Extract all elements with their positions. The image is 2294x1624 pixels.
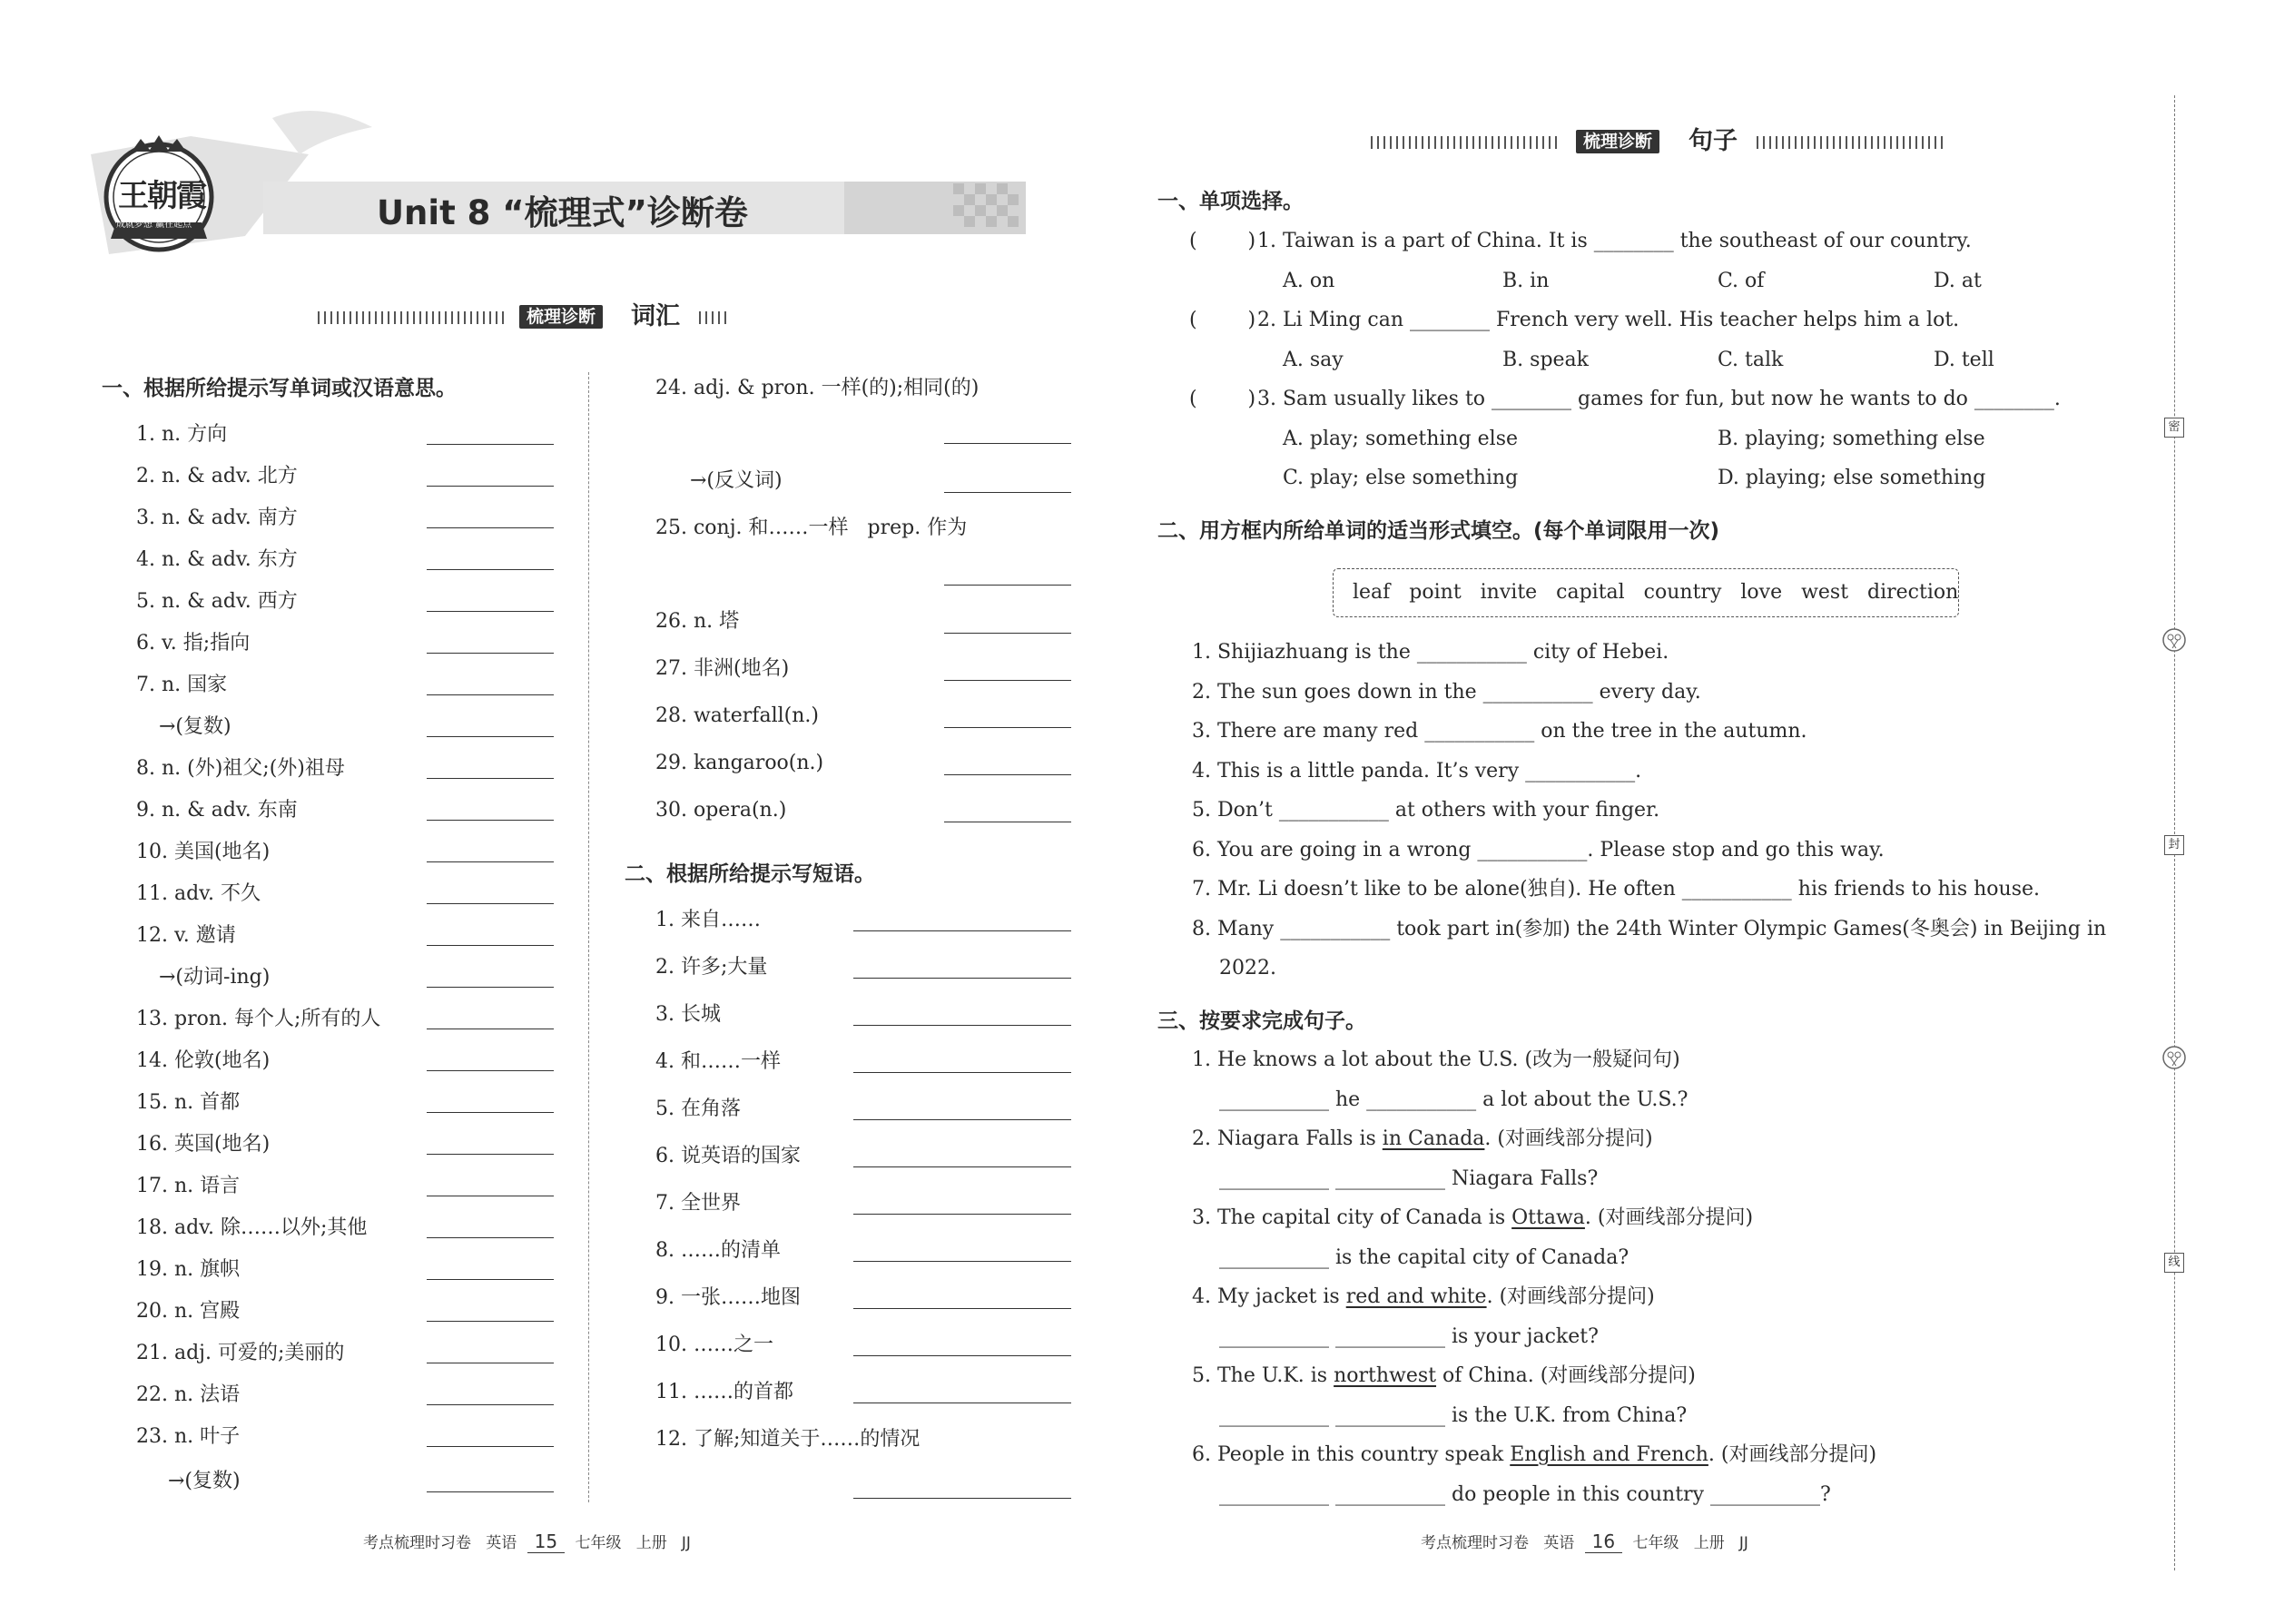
list-item: 16. 英国(地名) [136,1133,271,1156]
list-item: 30. opera(n.) [655,799,787,822]
answer-blank[interactable] [427,444,554,445]
answer-bracket[interactable]: ( ) [1189,309,1256,331]
answer-line[interactable]: ___________ ___________ Niagara Falls? [1219,1167,1599,1190]
answer-blank[interactable] [427,820,554,821]
list-item: 4. 和……一样 [655,1050,781,1073]
list-item: 1. 来自…… [655,909,761,931]
answer-blank[interactable] [427,1404,554,1405]
answer-blank[interactable] [427,1070,554,1071]
scissors-icon [2161,1044,2188,1071]
list-item: 9. n. & adv. 东南 [136,799,298,822]
stem-text: . (对画线部分提问) [1708,1443,1877,1466]
list-item: 23. n. 叶子 [136,1425,241,1448]
phrases-heading: 二、根据所给提示写短语。 [625,862,875,886]
answer-blank[interactable] [427,945,554,946]
list-item: 25. conj. 和……一样 prep. 作为 [655,517,968,539]
list-item: →(动词-ing) [159,966,271,989]
list-item: 4. This is a little panda. It’s very ___________. [1192,760,1642,782]
underlined-text: English and French [1510,1443,1708,1466]
stem-text: 2. Niagara Falls is [1192,1127,1383,1150]
answer-blank[interactable] [427,527,554,528]
list-item: 2. The sun goes down in the ___________ every day. [1192,681,1701,704]
list-item: 17. n. 语言 [136,1175,241,1197]
answer-blank[interactable] [427,736,554,737]
question-stem [1192,1206,1753,1231]
list-item: 6. 说英语的国家 [655,1145,801,1167]
list-item: 18. adv. 除……以外;其他 [136,1216,368,1239]
transform-heading: 三、按要求完成句子。 [1157,1009,1366,1033]
option[interactable]: D. at [1934,270,1982,292]
answer-blank[interactable] [427,1237,554,1238]
list-item: 19. n. 旗帜 [136,1258,241,1281]
footer-text: 考点梳理时习卷 英语 [363,1534,517,1552]
answer-blank[interactable] [853,1308,1071,1309]
footer-text: 七年级 上册 JJ [575,1534,691,1552]
list-item: 20. n. 宫殿 [136,1300,241,1323]
option[interactable]: D. tell [1934,349,1994,371]
answer-blank[interactable] [853,1166,1071,1167]
list-item: 13. pron. 每个人;所有的人 [136,1008,381,1030]
answer-blank[interactable] [944,774,1071,775]
list-item: 24. adj. & pron. 一样(的);相同(的) [655,377,980,399]
header-ribbon [82,100,1080,263]
stem-text: . (对画线部分提问) [1484,1127,1653,1150]
stem-text: 6. People in this country speak [1192,1443,1511,1466]
answer-blank[interactable] [427,1112,554,1113]
list-item: 14. 伦敦(地名) [136,1049,271,1072]
answer-line[interactable]: ___________ ___________ is the U.K. from China? [1219,1404,1688,1427]
answer-blank[interactable] [853,1214,1071,1215]
question-stem [1192,1127,1653,1152]
answer-blank[interactable] [853,930,1071,931]
option[interactable]: A. play; something else [1283,428,1519,450]
list-item: 2022. [1219,957,1276,979]
list-item: 10. 美国(地名) [136,841,271,863]
answer-blank[interactable] [944,680,1071,681]
option[interactable]: A. say [1283,349,1344,371]
option[interactable]: C. talk [1718,349,1784,371]
list-item: 3. There are many red ___________ on the tree in the autumn. [1192,720,1807,743]
binding-line [2174,95,2175,1570]
list-item: 21. adj. 可爱的;美丽的 [136,1342,345,1364]
list-item: 15. n. 首都 [136,1091,241,1114]
option[interactable]: B. playing; something else [1718,428,1985,450]
stem-text: . (对画线部分提问) [1584,1206,1754,1229]
answer-bracket[interactable]: ( ) [1189,230,1256,252]
answer-blank[interactable] [944,443,1071,444]
option[interactable]: D. playing; else something [1718,467,1986,489]
answer-blank[interactable] [427,611,554,612]
hatch-decoration [699,311,726,324]
question-stem [1192,1284,1655,1310]
list-item: 28. waterfall(n.) [655,704,819,727]
list-item: 8. Many ___________ took part in(参加) the 24th Winter Olympic Games(冬奥会) in Beijing in [1192,918,2107,940]
answer-blank[interactable] [427,778,554,779]
list-item: 8. n. (外)祖父;(外)祖母 [136,757,345,780]
section-tag-title: 句子 [1689,127,1738,155]
list-item: 26. n. 塔 [655,610,740,633]
list-item: →(复数) [168,1470,241,1492]
list-item: 6. You are going in a wrong ___________. Please stop and go this way. [1192,839,1885,861]
answer-blank[interactable] [427,1491,554,1492]
list-item: 10. ……之一 [655,1334,773,1356]
stem-text: of China. (对画线部分提问) [1436,1364,1696,1387]
list-item: 7. 全世界 [655,1192,741,1215]
question-stem: 3. Sam usually likes to ________ games for fun, but now he wants to do ________. [1257,388,2061,410]
list-item: 2. n. & adv. 北方 [136,465,298,487]
underlined-text: Ottawa [1511,1206,1585,1229]
question-stem: 2. Li Ming can ________ French very well. His teacher helps him a lot. [1257,309,1960,331]
answer-blank[interactable] [427,903,554,904]
fill-heading: 二、用方框内所给单词的适当形式填空。(每个单词限用一次) [1157,519,1720,543]
answer-blank[interactable] [944,585,1071,586]
list-item: 29. kangaroo(n.) [655,752,824,774]
answer-blank[interactable] [427,1446,554,1447]
list-item: 7. Mr. Li doesn’t like to be alone(独自). He often ___________ his friends to his house. [1192,878,2040,901]
answer-line[interactable]: ___________ ___________ do people in this country ___________? [1219,1483,1831,1506]
stem-text: 4. My jacket is [1192,1285,1346,1308]
list-item: 3. n. & adv. 南方 [136,507,298,529]
stem-text: 3. The capital city of Canada is [1192,1206,1512,1229]
list-item: 9. 一张……地图 [655,1286,801,1309]
answer-blank[interactable] [853,1119,1071,1120]
mc-heading: 一、单项选择。 [1157,190,1304,213]
option[interactable]: C. play; else something [1283,467,1519,489]
answer-blank[interactable] [853,1261,1071,1262]
scissors-icon [2161,626,2188,654]
answer-blank[interactable] [427,694,554,695]
list-item: 3. 长城 [655,1003,721,1026]
answer-blank[interactable] [427,1321,554,1322]
answer-blank[interactable] [427,653,554,654]
answer-blank[interactable] [853,1025,1071,1026]
hatch-decoration [1371,136,1561,149]
answer-blank[interactable] [944,633,1071,634]
stem-text: 5. The U.K. is [1192,1364,1334,1387]
list-item: 1. n. 方向 [136,423,228,446]
answer-blank[interactable] [427,1279,554,1280]
option[interactable]: C. of [1718,270,1765,292]
seal-mark: 封 [2164,835,2184,855]
list-item: 5. n. & adv. 西方 [136,590,298,613]
answer-blank[interactable] [944,727,1071,728]
list-item: 12. v. 邀请 [136,924,236,947]
underlined-text: in Canada [1382,1127,1485,1150]
section-tag-title: 词汇 [631,302,680,330]
answer-blank[interactable] [853,1355,1071,1356]
underlined-text: red and white [1345,1285,1487,1308]
seal-mark: 密 [2164,418,2184,438]
answer-line[interactable]: ___________ ___________ is your jacket? [1219,1325,1599,1348]
stem-text: . (对画线部分提问) [1486,1285,1655,1308]
list-item: 27. 非洲(地名) [655,657,790,680]
answer-bracket[interactable]: ( ) [1189,388,1256,410]
question-stem: 1. He knows a lot about the U.S. (改为一般疑问句) [1192,1048,1680,1071]
list-item: →(反义词) [690,469,783,492]
hatch-decoration [318,311,508,324]
section-tag: 梳理诊断 [519,305,603,329]
logo-text: 王朝霞 [118,178,205,214]
page-footer [1421,1530,1748,1553]
answer-line[interactable]: ___________ is the capital city of Canada? [1219,1246,1629,1269]
answer-blank[interactable] [427,861,554,862]
list-item: 2. 许多;大量 [655,956,768,979]
answer-blank[interactable] [853,1498,1071,1499]
seal-mark: 线 [2164,1253,2184,1273]
word-box-text: leaf point invite capital country love west direction [1353,581,1959,604]
list-item: 8. ……的清单 [655,1239,781,1262]
answer-blank[interactable] [427,569,554,570]
list-item: 5. 在角落 [655,1097,741,1120]
page-title: Unit 8 “梳理式”诊断卷 [377,193,748,232]
answer-blank[interactable] [427,486,554,487]
page-footer [363,1530,691,1553]
list-item: 1. Shijiazhuang is the ___________ city of Hebei. [1192,641,1669,664]
hatch-decoration [1757,136,1947,149]
list-item: →(复数) [159,715,231,738]
option[interactable]: A. on [1283,270,1335,292]
question-stem: 1. Taiwan is a part of China. It is ________ the southeast of our country. [1257,230,1972,252]
question-stem [1192,1442,1876,1468]
page-number: 15 [527,1530,565,1553]
list-item: 11. ……的首都 [655,1381,793,1403]
question-stem [1192,1363,1696,1389]
underlined-text: northwest [1334,1364,1437,1387]
page-number: 16 [1585,1530,1622,1553]
list-item: 11. adv. 不久 [136,882,261,905]
answer-blank[interactable] [427,1154,554,1155]
list-item: 4. n. & adv. 东方 [136,548,298,571]
column-divider [588,372,589,1502]
answer-blank[interactable] [944,492,1071,493]
list-item: 5. Don’t ___________ at others with your finger. [1192,799,1660,822]
answer-blank[interactable] [853,1072,1071,1073]
section-tag: 梳理诊断 [1576,130,1659,153]
answer-blank[interactable] [427,987,554,988]
answer-blank[interactable] [853,978,1071,979]
list-item: 7. n. 国家 [136,674,228,696]
footer-text: 七年级 上册 JJ [1632,1534,1748,1552]
vocab-heading: 一、根据所给提示写单词或汉语意思。 [102,377,457,400]
list-item: 12. 了解;知道关于……的情况 [655,1428,921,1451]
footer-text: 考点梳理时习卷 英语 [1421,1534,1575,1552]
list-item: 22. n. 法语 [136,1383,241,1406]
logo-subtext: 成就梦想 赢在起点 [116,220,192,230]
list-item: 6. v. 指;指向 [136,632,251,655]
option[interactable]: B. speak [1502,349,1589,371]
answer-line[interactable]: ___________ he ___________ a lot about the U.S.? [1219,1088,1689,1111]
option[interactable]: B. in [1502,270,1550,292]
